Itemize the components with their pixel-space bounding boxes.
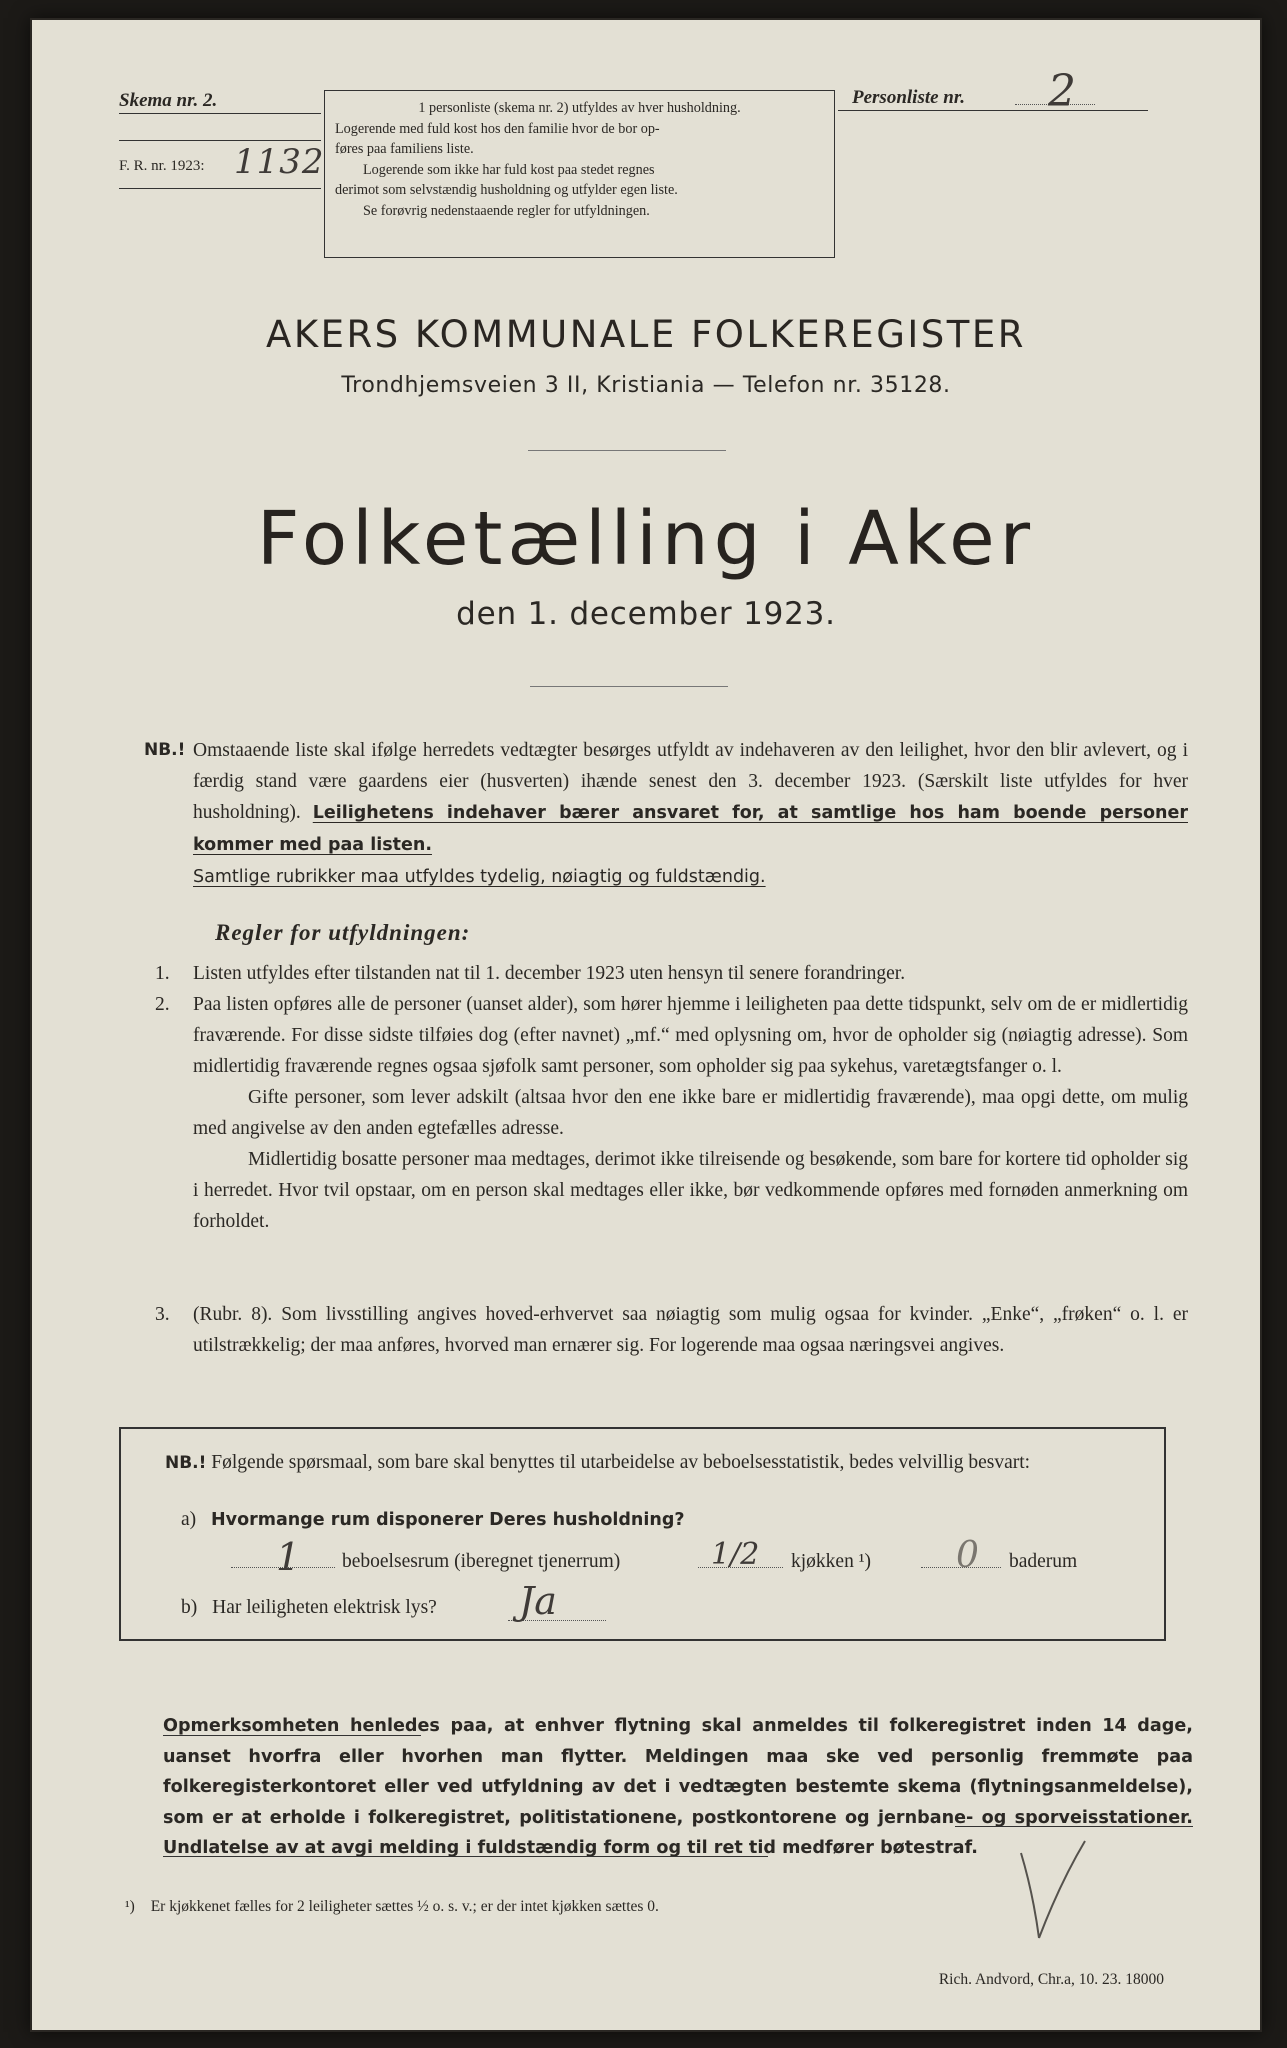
nb-responsibility: Leilighetens indehaver bærer ansvaret for, at samtlige hos ham boende personer kommer med paa listen. <box>193 803 1188 855</box>
footnote-text: Er kjøkkenet fælles for 2 leiligheter sættes ½ o. s. v.; er der intet kjøkken sættes 0. <box>150 1898 659 1915</box>
notice-underline-3 <box>163 1856 768 1857</box>
census-title: Folketælling i Aker <box>256 496 1036 582</box>
office-address: Trondhjemsveien 3 II, Kristiania — Telefon nr. 35128. <box>341 373 951 398</box>
header-rule-top <box>119 113 321 114</box>
office-name: AKERS KOMMUNALE FOLKEREGISTER <box>266 313 1026 356</box>
divider-2 <box>530 686 728 687</box>
notice-underline-1 <box>163 1735 421 1736</box>
housing-question-b <box>181 1597 437 1619</box>
kitchen-value: 1/2 <box>711 1537 760 1572</box>
footnote-mark: ¹) <box>125 1898 135 1915</box>
question-a-text: Hvormange rum disponerer Deres husholdning? <box>211 1510 685 1530</box>
instruction-line-6: Se forøvrig nedenstaaende regler for utfyldningen. <box>363 202 650 219</box>
rule-1 <box>155 958 1188 989</box>
pencil-check-mark <box>1015 1833 1095 1963</box>
housing-answer-a-row <box>231 1535 1131 1587</box>
electric-light-answer: Ja <box>519 1579 557 1623</box>
rule-1-number: 1. <box>155 963 170 984</box>
bath-label: baderum <box>1009 1551 1078 1572</box>
housing-statistics-box <box>119 1427 1166 1641</box>
rules-heading: Regler for utfyldningen: <box>215 920 471 945</box>
nb-notice <box>144 735 1188 893</box>
rule-2-text-a: Paa listen opføres alle de personer (uanset alder), som hører hjemme i leiligheten paa dette tidspunkt, selv om de er midlertidig fraværende. For disse sidste tilføies dog (efter navnet) „mf.“ med oplysning om, hvor de opholder sig (nøiagtig adresse). Som midlertidig fraværende regnes ogsaa sjøfolk samt personer, som opholder sig paa sykehus, varetægtsfanger o. l. <box>193 994 1188 1077</box>
skema-number: Skema nr. 2. <box>119 90 218 111</box>
nb-label: NB.! <box>144 740 186 760</box>
instruction-line-1: 1 personliste (skema nr. 2) utfyldes av hver husholdning. <box>418 100 741 116</box>
rule-2-number: 2. <box>155 994 170 1015</box>
rule-3 <box>155 1299 1188 1361</box>
nb-fields-required: Samtlige rubrikker maa utfyldes tydelig, nøiagtig og fuldstændig. <box>193 867 766 887</box>
instruction-line-2: Logerende med fuld kost hos den familie hvor de bor op- <box>335 120 660 137</box>
footnote <box>125 1898 659 1916</box>
instruction-box <box>324 90 835 258</box>
printer-imprint: Rich. Andvord, Chr.a, 10. 23. 18000 <box>938 1971 1164 1988</box>
rooms-value: 1 <box>276 1535 301 1579</box>
rule-2 <box>155 989 1188 1237</box>
notice-underline-2 <box>955 1826 1193 1827</box>
bath-value: 0 <box>956 1535 979 1576</box>
question-a-letter: a) <box>181 1509 197 1530</box>
housing-intro <box>165 1447 1125 1479</box>
rule-2-text-b: Gifte personer, som lever adskilt (altsaa hvor den ene ikke bare er midlertidig fraværende), maa opgi dette, om mulig med angivelse av den anden egtefælles adresse. <box>193 1087 1188 1139</box>
fr-number-value: 1132 <box>234 142 325 182</box>
instruction-line-4: Logerende som ikke har fuld kost paa stedet regnes <box>363 161 655 178</box>
rooms-label: beboelsesrum (iberegnet tjenerrum) <box>342 1551 621 1572</box>
nb-text: Omstaaende liste skal ifølge herredets vedtægter besørges utfyldt av indehaveren av den leilighet, hvor den blir avlevert, og i færdig stand være gaardens eier (husverten) ihænde senest den 3. december 1923. (Særskilt liste utfyldes for hver husholdning). <box>193 740 1188 823</box>
housing-question-a <box>181 1509 685 1531</box>
fr-number-label: F. R. nr. 1923: <box>119 158 205 174</box>
rule-2-text-c: Midlertidig bosatte personer maa medtages, derimot ikke tilreisende og besøkende, som bare for kortere tid opholder sig i herredet. Hvor tvil opstaar, om en person skal medtages eller ikke, bør vedkommende opføres med fornøden anmerkning om forholdet. <box>193 1149 1188 1232</box>
rule-3-text: (Rubr. 8). Som livsstilling angives hoved-erhvervet saa nøiagtig som mulig ogsaa for kvinder. „Enke“, „frøken“ o. l. er utilstrækkelig; der maa anføres, hvorved man ernærer sig. For logerende maa ogsaa næringsvei angives. <box>193 1304 1188 1356</box>
census-form-page <box>30 18 1262 2032</box>
divider-1 <box>528 450 726 451</box>
header-rule-right <box>838 110 1148 111</box>
census-date: den 1. december 1923. <box>456 596 836 632</box>
personliste-label: Personliste nr. <box>852 87 965 108</box>
question-b-text: Har leiligheten elektrisk lys? <box>212 1597 437 1618</box>
header-rule-bottom <box>119 188 321 189</box>
housing-nb-label: NB.! <box>165 1453 207 1473</box>
kitchen-label: kjøkken ¹) <box>791 1551 872 1572</box>
instruction-line-3: føres paa familiens liste. <box>335 141 474 158</box>
header-rule-mid <box>119 140 321 141</box>
housing-intro-text: Følgende spørsmaal, som bare skal benyttes til utarbeidelse av beboelsesstatistik, bedes velvillig besvart: <box>211 1452 1031 1473</box>
moving-notice: Opmerksomheten henledes paa, at enhver flytning skal anmeldes til folkeregistret inden 14 dage, uanset hvorfra eller hvorhen man flytter. Meldingen maa ske ved personlig fremmøte paa folkeregisterkontoret eller ved utfyldning av det i vedtægten bestemte skema (flytningsanmeldelse), som er at erholde i folkeregistret, politistationene, postkontorene og jernbane- og sporveisstationer. Undlatelse av at avgi melding i fuldstændig form og til ret tid medfører bøtestraf. <box>163 1716 1193 1858</box>
rule-1-text: Listen utfyldes efter tilstanden nat til 1. december 1923 uten hensyn til senere forandringer. <box>193 963 906 984</box>
personliste-value: 2 <box>1048 66 1076 117</box>
instruction-line-5: derimot som selvstændig husholdning og utfylder egen liste. <box>335 182 678 199</box>
question-b-letter: b) <box>181 1597 198 1618</box>
rule-3-number: 3. <box>155 1304 170 1325</box>
